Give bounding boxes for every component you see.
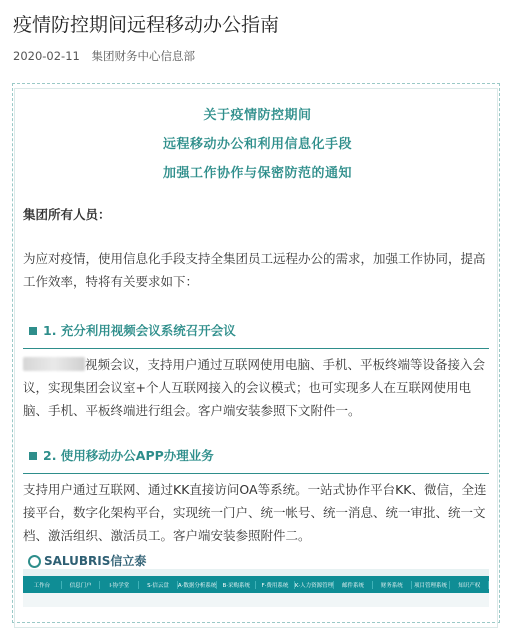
notice-title-line-1: 关于疫情防控期间 (203, 108, 312, 123)
publish-date: 2020-02-11 (13, 49, 80, 63)
portal-header-strip (23, 569, 489, 576)
article-title: 疫情防控期间远程移动办公指南 (13, 14, 280, 36)
portal-nav-item: S·信云盘 (139, 581, 178, 589)
salutation: 集团所有人员： (23, 207, 111, 222)
logo-text: SALUBRIS信立泰 (44, 554, 147, 568)
portal-nav-item: I·协学堂 (100, 581, 139, 589)
portal-nav-item: 知识产权 (450, 581, 489, 589)
section-1-heading (23, 321, 489, 349)
article-source: 集团财务中心信息部 (91, 49, 195, 63)
section-2-heading (23, 446, 489, 474)
portal-screenshot (23, 547, 489, 607)
portal-nav-item: 项目管理系统 (412, 581, 451, 589)
square-bullet-icon (29, 327, 37, 335)
company-logo (28, 552, 146, 569)
logo-icon (28, 555, 41, 568)
section-1-text: 视频会议，支持用户通过互联网使用电脑、手机、平板终端等设备接入会议，实现集团会议室+个人互联网接入的会议模式；也可实现多人在互联网使用电脑、手机、平板终端进行组会。客户端安装参照下文附件一。 (23, 357, 486, 418)
section-2-title: 2. 使用移动办公APP办理业务 (43, 448, 214, 463)
intro-paragraph: 为应对疫情，使用信息化手段支持全集团员工远程办公的需求，加强工作协同，提高工作效率，特将有关要求如下： (23, 251, 486, 289)
section-1-paragraph (23, 353, 489, 422)
notice-title-line-3: 加强工作协作与保密防范的通知 (162, 166, 352, 181)
article-meta (13, 48, 195, 64)
portal-nav-item: F·费用系统 (256, 581, 295, 589)
portal-subheader (23, 593, 489, 607)
portal-nav-item: 财务系统 (373, 581, 412, 589)
portal-nav-item: A·数据分析系统 (177, 582, 217, 589)
square-bullet-icon (29, 452, 37, 460)
portal-nav-item: B·采购系统 (217, 581, 256, 589)
redacted-text (23, 357, 85, 371)
portal-nav-item: 信息门户 (62, 581, 101, 589)
section-1-title: 1. 充分利用视频会议系统召开会议 (43, 323, 236, 338)
portal-nav-bar (23, 576, 489, 593)
portal-nav-item: 邮件系统 (334, 581, 373, 589)
portal-nav-item: 工作台 (23, 581, 62, 589)
notice-title-line-2: 远程移动办公和利用信息化手段 (162, 137, 352, 152)
portal-nav-item: K·人力资源管理 (294, 582, 334, 589)
section-2-paragraph: 支持用户通过互联网、通过KK直接访问OA等系统。一站式协作平台KK、微信，全连接平台，数字化架构平台，实现统一门户、统一帐号、统一消息、统一审批、统一文档、激活组织、激活员工。客户端安装参照附件二。 (23, 482, 487, 543)
